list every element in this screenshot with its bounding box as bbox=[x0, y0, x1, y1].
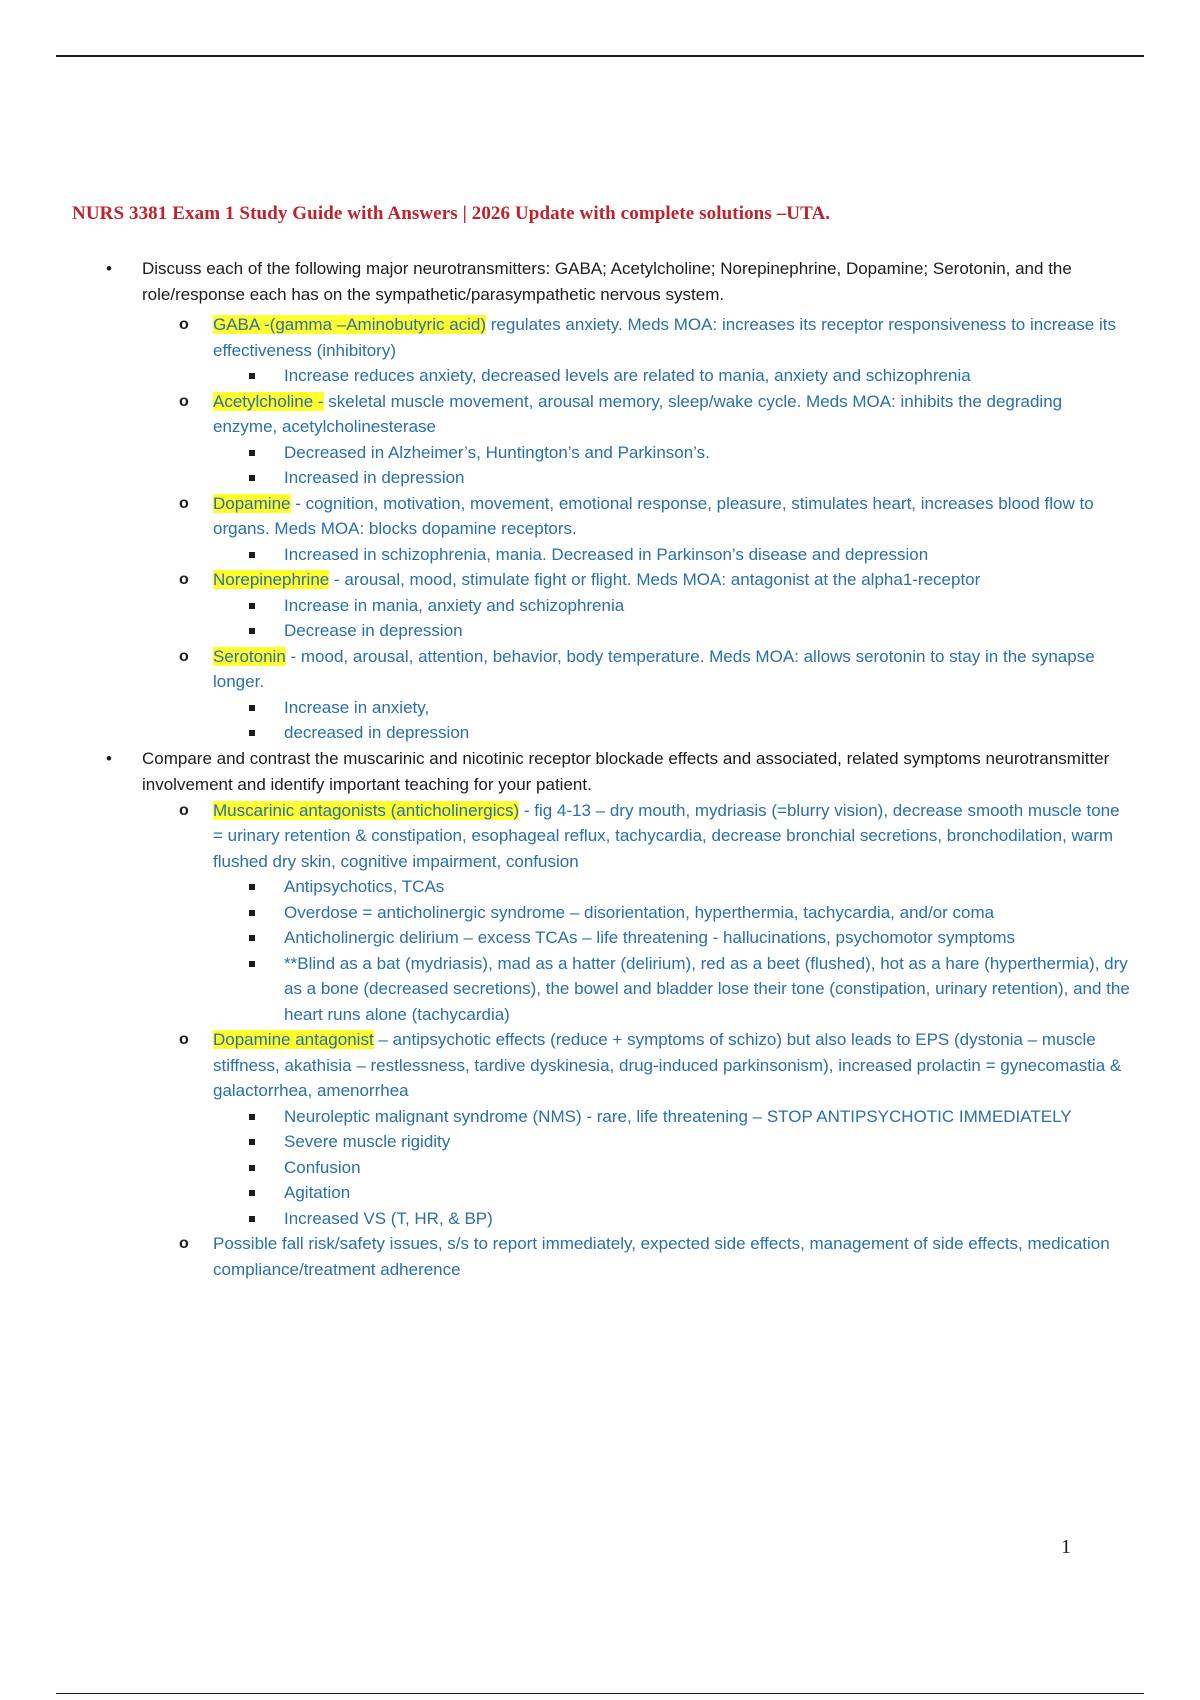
detail-text: Neuroleptic malignant syndrome (NMS) - rare, life threatening – STOP ANTIPSYCHOTIC IMMEDIATELY bbox=[284, 1106, 1072, 1126]
square-bullet-icon bbox=[249, 1165, 255, 1171]
square-bullet-icon bbox=[249, 910, 255, 916]
circle-bullet-icon: o bbox=[179, 1235, 189, 1252]
question-item bbox=[0, 256, 1200, 308]
question-item bbox=[0, 746, 1200, 798]
document-title: NURS 3381 Exam 1 Study Guide with Answers | 2026 Update with complete solutions –UTA. bbox=[72, 203, 831, 224]
square-bullet-icon bbox=[249, 705, 255, 711]
detail-item bbox=[0, 440, 1200, 466]
question-text: Compare and contrast the muscarinic and nicotinic receptor blockade effects and associated, related symptoms neurotransmitter involvement and identify important teaching for your patient. bbox=[142, 748, 1110, 794]
detail-text: **Blind as a bat (mydriasis), mad as a hatter (delirium), red as a beet (flushed), hot as a hare (hyperthermia), dry as a bone (decreased secretions), the bowel and bladder lose their tone (constipation, urinary retention), and the heart runs alone (tachycardia) bbox=[284, 953, 1130, 1024]
detail-text: Overdose = anticholinergic syndrome – disorientation, hyperthermia, tachycardia, and/or coma bbox=[284, 902, 995, 922]
highlighted-term: Dopamine antagonist bbox=[213, 1030, 374, 1049]
square-bullet-icon bbox=[249, 552, 255, 558]
circle-bullet-icon: o bbox=[179, 1031, 189, 1048]
answer-item bbox=[0, 389, 1200, 440]
detail-text: Increased in schizophrenia, mania. Decreased in Parkinson’s disease and depression bbox=[284, 544, 929, 564]
answer-item bbox=[0, 491, 1200, 542]
detail-text: Increased in depression bbox=[284, 468, 465, 487]
answer-text: - mood, arousal, attention, behavior, body temperature. Meds MOA: allows serotonin to stay in the synapse longer. bbox=[213, 646, 1095, 691]
study-guide-content bbox=[0, 256, 1200, 1282]
square-bullet-icon bbox=[249, 884, 255, 890]
square-bullet-icon bbox=[249, 603, 255, 609]
answer-text: - arousal, mood, stimulate fight or flight. Meds MOA: antagonist at the alpha1-receptor bbox=[329, 570, 981, 589]
square-bullet-icon bbox=[249, 961, 255, 967]
detail-item bbox=[0, 542, 1200, 568]
square-bullet-icon bbox=[249, 935, 255, 941]
detail-text: Decreased in Alzheimer’s, Huntington’s and Parkinson’s. bbox=[284, 442, 710, 462]
answer-item bbox=[0, 312, 1200, 363]
highlighted-term: Norepinephrine bbox=[213, 570, 330, 589]
detail-item bbox=[0, 465, 1200, 491]
highlighted-term: Dopamine bbox=[213, 493, 291, 513]
circle-bullet-icon: o bbox=[179, 392, 189, 410]
detail-item bbox=[0, 1206, 1200, 1232]
detail-item bbox=[0, 1180, 1200, 1206]
detail-item bbox=[0, 363, 1200, 389]
circle-bullet-icon: o bbox=[179, 647, 189, 665]
detail-text: Anticholinergic delirium – excess TCAs – life threatening - hallucinations, psychomotor symptoms bbox=[284, 928, 1016, 947]
square-bullet-icon bbox=[249, 1190, 255, 1196]
answer-text: Possible fall risk/safety issues, s/s to report immediately, expected side effects, management of side effects, medication compliance/treatment adherence bbox=[213, 1234, 1110, 1279]
square-bullet-icon bbox=[249, 1114, 255, 1120]
detail-item bbox=[0, 1129, 1200, 1155]
answer-text: - fig 4-13 – dry mouth, mydriasis (=blurry vision), decrease smooth muscle tone = urinary retention & constipation, esophageal reflux, tachycardia, decrease bronchial secretions, bronchodilation, warm flushed dry skin, cognitive impairment, confusion bbox=[213, 800, 1120, 871]
detail-text: Agitation bbox=[284, 1183, 351, 1202]
header-rule bbox=[56, 55, 1144, 57]
detail-text: Confusion bbox=[284, 1157, 361, 1177]
answer-text: skeletal muscle movement, arousal memory, sleep/wake cycle. Meds MOA: inhibits the degrading enzyme, acetylcholinesterase bbox=[213, 391, 1063, 436]
square-bullet-icon bbox=[249, 475, 255, 481]
square-bullet-icon bbox=[249, 628, 255, 634]
square-bullet-icon bbox=[249, 1216, 255, 1222]
square-bullet-icon bbox=[249, 373, 255, 379]
detail-item bbox=[0, 593, 1200, 619]
bullet-dot-icon: • bbox=[106, 259, 112, 278]
detail-text: Increased VS (T, HR, & BP) bbox=[284, 1208, 493, 1228]
detail-text: decreased in depression bbox=[284, 723, 470, 742]
detail-item bbox=[0, 1155, 1200, 1181]
detail-item bbox=[0, 874, 1200, 900]
square-bullet-icon bbox=[249, 730, 255, 736]
detail-text: Increase reduces anxiety, decreased levels are related to mania, anxiety and schizophrenia bbox=[284, 366, 971, 385]
detail-item bbox=[0, 925, 1200, 951]
detail-text: Severe muscle rigidity bbox=[284, 1132, 451, 1151]
answer-item bbox=[0, 1027, 1200, 1104]
answer-item bbox=[0, 1231, 1200, 1282]
detail-text: Antipsychotics, TCAs bbox=[284, 877, 445, 896]
circle-bullet-icon: o bbox=[179, 316, 189, 333]
highlighted-term: GABA -(gamma –Aminobutyric acid) bbox=[213, 315, 487, 334]
circle-bullet-icon: o bbox=[179, 571, 189, 588]
detail-text: Increase in anxiety, bbox=[284, 697, 430, 717]
detail-item bbox=[0, 951, 1200, 1028]
detail-item bbox=[0, 1104, 1200, 1130]
answer-item bbox=[0, 567, 1200, 593]
highlighted-term: Muscarinic antagonists (anticholinergics) bbox=[213, 800, 520, 820]
circle-bullet-icon: o bbox=[179, 494, 189, 512]
answer-item bbox=[0, 798, 1200, 875]
detail-text: Decrease in depression bbox=[284, 621, 463, 640]
footer-rule bbox=[56, 1693, 1144, 1694]
answer-item bbox=[0, 644, 1200, 695]
page-number: 1 bbox=[1061, 1536, 1071, 1558]
detail-text: Increase in mania, anxiety and schizophrenia bbox=[284, 595, 625, 615]
square-bullet-icon bbox=[249, 450, 255, 456]
detail-item bbox=[0, 720, 1200, 746]
highlighted-term: Serotonin bbox=[213, 646, 286, 666]
detail-item bbox=[0, 900, 1200, 926]
circle-bullet-icon: o bbox=[179, 801, 189, 819]
question-text: Discuss each of the following major neurotransmitters: GABA; Acetylcholine; Norepinephrine, Dopamine; Serotonin, and the role/response each has on the sympathetic/parasympathetic nervous system. bbox=[142, 259, 1072, 304]
detail-item bbox=[0, 618, 1200, 644]
answer-text: - cognition, motivation, movement, emotional response, pleasure, stimulates heart, increases blood flow to organs. Meds MOA: blocks dopamine receptors. bbox=[213, 493, 1094, 538]
square-bullet-icon bbox=[249, 1139, 255, 1145]
answer-text: regulates anxiety. Meds MOA: increases its receptor responsiveness to increase its effectiveness (inhibitory) bbox=[213, 315, 1116, 360]
answer-text: – antipsychotic effects (reduce + symptoms of schizo) but also leads to EPS (dystonia – muscle stiffness, akathisia – restlessness, tardive dyskinesia, drug-induced parkinsonism), increased prolactin = gynecomastia & galactorrhea, amenorrhea bbox=[213, 1030, 1122, 1100]
bullet-dot-icon: • bbox=[106, 748, 112, 768]
highlighted-term: Acetylcholine - bbox=[213, 391, 324, 411]
detail-item bbox=[0, 695, 1200, 721]
